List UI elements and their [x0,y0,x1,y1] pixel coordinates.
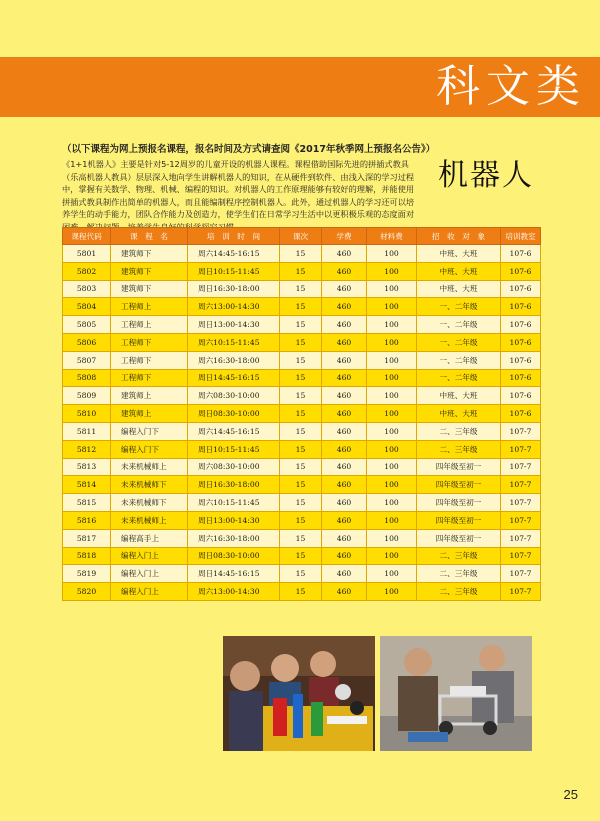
course-classroom-cell: 107-6 [501,262,541,280]
course-classroom-cell: 107-6 [501,245,541,263]
course-time-cell: 周日13:00-14:30 [188,511,280,529]
table-row [63,547,541,565]
course-material-fee-cell: 100 [367,440,417,458]
course-classroom-cell: 107-6 [501,351,541,369]
course-classroom-cell: 107-6 [501,369,541,387]
course-tuition-cell: 460 [322,422,367,440]
table-row [63,245,541,263]
course-code-cell: 5805 [63,316,111,334]
table-row [63,387,541,405]
course-material-fee-cell: 100 [367,280,417,298]
course-target-cell: 四年级至初一 [417,529,501,547]
course-classroom-cell: 107-7 [501,440,541,458]
course-classroom-cell: 107-6 [501,298,541,316]
header-code: 课程代码 [63,228,111,245]
course-tuition-cell: 460 [322,245,367,263]
course-material-fee-cell: 100 [367,316,417,334]
course-tuition-cell: 460 [322,529,367,547]
course-tuition-cell: 460 [322,583,367,601]
course-name-cell: 工程师上 [111,298,188,316]
table-row [63,458,541,476]
course-target-cell: 中班、大班 [417,280,501,298]
course-time-cell: 周日16:30-18:00 [188,280,280,298]
course-table [62,227,541,601]
header-target: 招 收 对 象 [417,228,501,245]
course-tuition-cell: 460 [322,547,367,565]
course-classroom-cell: 107-7 [501,422,541,440]
course-material-fee-cell: 100 [367,476,417,494]
course-name-cell: 建筑师下 [111,262,188,280]
course-code-cell: 5820 [63,583,111,601]
course-sessions-cell: 15 [280,351,322,369]
table-row [63,298,541,316]
course-code-cell: 5807 [63,351,111,369]
section-title: 机器人 [438,158,534,193]
course-code-cell: 5814 [63,476,111,494]
course-name-cell: 编程入门上 [111,547,188,565]
course-name-cell: 工程师下 [111,351,188,369]
course-sessions-cell: 15 [280,298,322,316]
course-material-fee-cell: 100 [367,405,417,423]
course-name-cell: 未来机械师下 [111,476,188,494]
course-classroom-cell: 107-7 [501,511,541,529]
course-time-cell: 周六16:30-18:00 [188,529,280,547]
header-course: 课 程 名 [111,228,188,245]
course-target-cell: 四年级至初一 [417,511,501,529]
course-sessions-cell: 15 [280,422,322,440]
course-classroom-cell: 107-6 [501,387,541,405]
course-classroom-cell: 107-6 [501,405,541,423]
course-tuition-cell: 460 [322,494,367,512]
course-tuition-cell: 460 [322,369,367,387]
course-tuition-cell: 460 [322,351,367,369]
header-tuition: 学费 [322,228,367,245]
course-time-cell: 周日10:15-11:45 [188,440,280,458]
course-material-fee-cell: 100 [367,511,417,529]
table-header-row [63,228,541,245]
header-classroom: 培训教室 [501,228,541,245]
course-name-cell: 编程入门下 [111,440,188,458]
course-material-fee-cell: 100 [367,458,417,476]
course-material-fee-cell: 100 [367,583,417,601]
robot-class-photo-1 [223,636,375,751]
table-row [63,565,541,583]
course-classroom-cell: 107-7 [501,494,541,512]
course-time-cell: 周六14:45-16:15 [188,422,280,440]
course-tuition-cell: 460 [322,511,367,529]
course-time-cell: 周日14:45-16:15 [188,565,280,583]
course-material-fee-cell: 100 [367,547,417,565]
table-row [63,422,541,440]
course-code-cell: 5809 [63,387,111,405]
course-tuition-cell: 460 [322,405,367,423]
course-target-cell: 二、三年级 [417,422,501,440]
course-time-cell: 周六10:15-11:45 [188,494,280,512]
course-tuition-cell: 460 [322,262,367,280]
course-sessions-cell: 15 [280,494,322,512]
course-name-cell: 编程入门下 [111,422,188,440]
course-classroom-cell: 107-7 [501,529,541,547]
course-time-cell: 周六13:00-14:30 [188,583,280,601]
course-code-cell: 5806 [63,333,111,351]
course-code-cell: 5812 [63,440,111,458]
course-code-cell: 5811 [63,422,111,440]
header-sessions: 课次 [280,228,322,245]
course-classroom-cell: 107-6 [501,333,541,351]
course-sessions-cell: 15 [280,476,322,494]
course-sessions-cell: 15 [280,316,322,334]
course-sessions-cell: 15 [280,458,322,476]
table-body [63,245,541,601]
robot-class-photo-1-graphic [223,636,375,751]
course-name-cell: 未来机械师上 [111,511,188,529]
course-material-fee-cell: 100 [367,245,417,263]
course-tuition-cell: 460 [322,280,367,298]
course-code-cell: 5804 [63,298,111,316]
course-time-cell: 周六08:30-10:00 [188,387,280,405]
course-target-cell: 四年级至初一 [417,458,501,476]
table-row [63,440,541,458]
preregistration-notice: （以下课程为网上预报名课程，报名时间及方式请查阅《2017年秋季网上预报名公告》） [62,144,436,155]
table-row [63,351,541,369]
course-tuition-cell: 460 [322,333,367,351]
course-sessions-cell: 15 [280,333,322,351]
page-number: 25 [563,787,578,802]
course-time-cell: 周日08:30-10:00 [188,547,280,565]
course-classroom-cell: 107-6 [501,316,541,334]
course-name-cell: 建筑师上 [111,387,188,405]
course-name-cell: 建筑师下 [111,280,188,298]
course-material-fee-cell: 100 [367,262,417,280]
table-row [63,280,541,298]
course-classroom-cell: 107-7 [501,583,541,601]
course-classroom-cell: 107-7 [501,547,541,565]
table-row [63,316,541,334]
course-target-cell: 一、二年级 [417,298,501,316]
category-banner [0,57,600,117]
course-material-fee-cell: 100 [367,333,417,351]
table-row [63,405,541,423]
table-row [63,529,541,547]
course-sessions-cell: 15 [280,245,322,263]
header-time: 培 训 时 间 [188,228,280,245]
course-tuition-cell: 460 [322,440,367,458]
course-sessions-cell: 15 [280,529,322,547]
course-name-cell: 编程入门上 [111,565,188,583]
course-material-fee-cell: 100 [367,494,417,512]
course-name-cell: 未来机械师上 [111,458,188,476]
course-code-cell: 5817 [63,529,111,547]
course-tuition-cell: 460 [322,387,367,405]
course-classroom-cell: 107-7 [501,565,541,583]
course-sessions-cell: 15 [280,262,322,280]
table-row [63,369,541,387]
course-tuition-cell: 460 [322,458,367,476]
course-sessions-cell: 15 [280,387,322,405]
table-row [63,333,541,351]
course-sessions-cell: 15 [280,280,322,298]
course-name-cell: 工程师下 [111,369,188,387]
course-code-cell: 5803 [63,280,111,298]
course-code-cell: 5808 [63,369,111,387]
course-material-fee-cell: 100 [367,351,417,369]
course-classroom-cell: 107-6 [501,280,541,298]
course-sessions-cell: 15 [280,565,322,583]
course-name-cell: 工程师下 [111,333,188,351]
course-classroom-cell: 107-7 [501,458,541,476]
course-target-cell: 二、三年级 [417,547,501,565]
course-material-fee-cell: 100 [367,298,417,316]
robot-class-photo-2 [380,636,532,751]
course-code-cell: 5818 [63,547,111,565]
course-tuition-cell: 460 [322,476,367,494]
table-row [63,583,541,601]
table-row [63,262,541,280]
table-row [63,494,541,512]
course-code-cell: 5819 [63,565,111,583]
robot-class-photo-2-graphic [380,636,532,751]
course-target-cell: 一、二年级 [417,333,501,351]
course-target-cell: 一、二年级 [417,351,501,369]
course-code-cell: 5810 [63,405,111,423]
course-target-cell: 中班、大班 [417,245,501,263]
course-target-cell: 中班、大班 [417,262,501,280]
course-target-cell: 四年级至初一 [417,494,501,512]
course-target-cell: 一、二年级 [417,369,501,387]
course-name-cell: 建筑师下 [111,245,188,263]
course-target-cell: 二、三年级 [417,440,501,458]
course-time-cell: 周日08:30-10:00 [188,405,280,423]
course-tuition-cell: 460 [322,298,367,316]
course-time-cell: 周日10:15-11:45 [188,262,280,280]
course-target-cell: 中班、大班 [417,387,501,405]
course-name-cell: 工程师上 [111,316,188,334]
course-material-fee-cell: 100 [367,369,417,387]
course-time-cell: 周六16:30-18:00 [188,351,280,369]
course-time-cell: 周日14:45-16:15 [188,369,280,387]
course-material-fee-cell: 100 [367,422,417,440]
course-sessions-cell: 15 [280,369,322,387]
course-target-cell: 二、三年级 [417,583,501,601]
header-material-fee: 材料费 [367,228,417,245]
course-code-cell: 5801 [63,245,111,263]
course-target-cell: 中班、大班 [417,405,501,423]
course-time-cell: 周六10:15-11:45 [188,333,280,351]
course-material-fee-cell: 100 [367,565,417,583]
course-time-cell: 周日13:00-14:30 [188,316,280,334]
course-classroom-cell: 107-7 [501,476,541,494]
course-code-cell: 5802 [63,262,111,280]
course-sessions-cell: 15 [280,440,322,458]
course-name-cell: 编程高手上 [111,529,188,547]
table-row [63,476,541,494]
course-code-cell: 5815 [63,494,111,512]
course-table-wrapper [62,227,540,601]
course-material-fee-cell: 100 [367,529,417,547]
course-sessions-cell: 15 [280,405,322,423]
course-name-cell: 编程入门上 [111,583,188,601]
course-material-fee-cell: 100 [367,387,417,405]
course-name-cell: 建筑师上 [111,405,188,423]
course-target-cell: 二、三年级 [417,565,501,583]
course-name-cell: 未来机械师下 [111,494,188,512]
course-time-cell: 周日16:30-18:00 [188,476,280,494]
course-intro: 《1+1机器人》主要是针对5-12周岁的儿童开设的机器人课程。课程借助国际先进的拼插式教具（乐高机器人教具）层层深入地向学生讲解机器人的知识，在从硬件到软件、由浅入深的学习过程中，掌握有关数学、物理、机械、编程的知识。对机器人的工作原理能够有较好的理解，并能使用拼插式教具制作出简单的机器人，而且能编制程序控制机器人。此外，通过机器人的学习还可以培养学生的动手能力，团队合作能力及创造力，使学生们在日常学习生活中以更积极乐观的态度面对 [62,159,415,220]
course-code-cell: 5816 [63,511,111,529]
table-row [63,511,541,529]
course-target-cell: 四年级至初一 [417,476,501,494]
category-title: 科文类 [436,61,586,112]
course-time-cell: 周六08:30-10:00 [188,458,280,476]
course-sessions-cell: 15 [280,511,322,529]
course-target-cell: 一、二年级 [417,316,501,334]
course-time-cell: 周六13:00-14:30 [188,298,280,316]
course-sessions-cell: 15 [280,547,322,565]
course-sessions-cell: 15 [280,583,322,601]
course-time-cell: 周六14:45-16:15 [188,245,280,263]
course-code-cell: 5813 [63,458,111,476]
course-tuition-cell: 460 [322,316,367,334]
course-tuition-cell: 460 [322,565,367,583]
